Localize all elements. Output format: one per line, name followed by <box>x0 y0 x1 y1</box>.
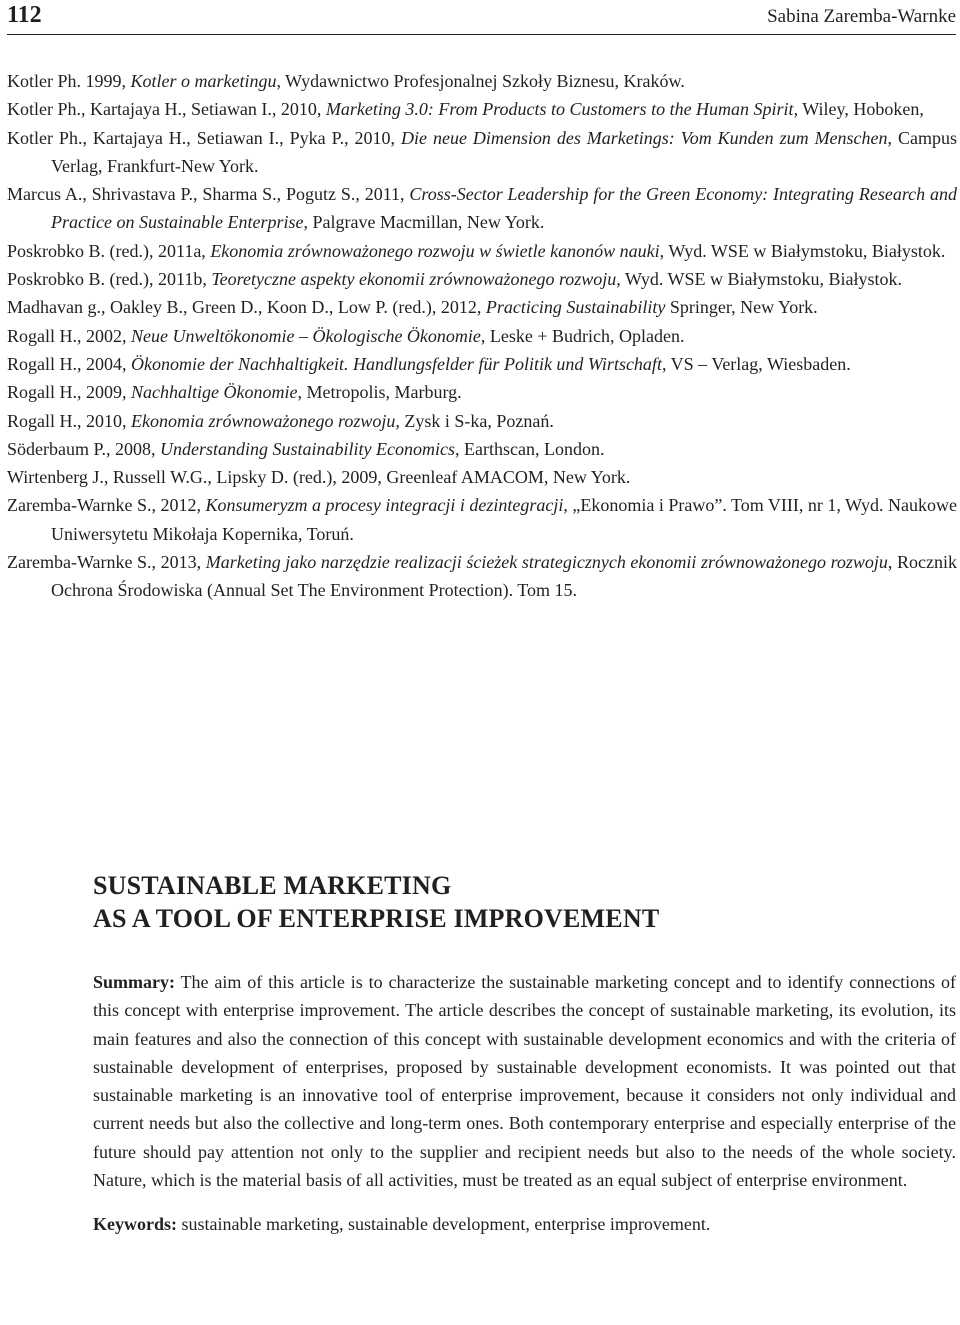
running-header-author: Sabina Zaremba-Warnke <box>767 6 956 27</box>
reference-after: , Zysk i S-ka, Poznań. <box>395 410 554 431</box>
reference-entry <box>7 463 957 491</box>
reference-entry <box>7 67 957 95</box>
reference-title: Kotler o marketingu <box>130 71 277 91</box>
reference-entry <box>7 293 957 321</box>
reference-title: Konsumeryzm a procesy integracji i dezintegracji <box>205 495 564 516</box>
reference-before: Kotler Ph. 1999, <box>7 71 131 91</box>
reference-title: Cross-Sector Leadership for the Green Economy: Integrating Research and Practice on Sustainable Enterprise <box>51 184 957 233</box>
reference-before: Rogall H., 2002, <box>7 325 131 346</box>
reference-entry <box>7 180 957 237</box>
reference-before: Kotler Ph., Kartajaya H., Setiawan I., 2010, <box>7 99 326 120</box>
reference-title: Ekonomia zrównoważonego rozwoju <box>131 410 396 431</box>
reference-entry <box>7 378 957 406</box>
reference-after: , Wyd. WSE w Białymstoku, Białystok. <box>659 240 946 261</box>
reference-after: , „Ekonomia i Prawo”. Tom VIII, nr 1, Wyd. Naukowe Uniwersytetu Mikołaja Kopernika, Toruń. <box>51 495 958 544</box>
reference-before: Zaremba-Warnke S., 2012, <box>7 495 206 516</box>
reference-entry <box>7 548 957 605</box>
summary-paragraph <box>93 968 956 1194</box>
summary-title-line-1: SUSTAINABLE MARKETING <box>93 871 452 900</box>
reference-entry <box>7 350 957 378</box>
summary-title <box>93 869 956 935</box>
reference-before: Zaremba-Warnke S., 2013, <box>7 552 206 573</box>
reference-entry <box>7 491 957 548</box>
keywords-body: sustainable marketing, sustainable development, enterprise improvement. <box>177 1214 711 1235</box>
reference-after: Springer, New York. <box>665 297 818 318</box>
reference-after: , Earthscan, London. <box>454 438 605 459</box>
reference-after: , Leske + Budrich, Opladen. <box>480 325 685 346</box>
reference-title: Ökonomie der Nachhaltigkeit. Handlungsfelder für Politik und Wirtschaft <box>131 353 662 374</box>
reference-before: Poskrobko B. (red.), 2011b, <box>7 269 212 290</box>
reference-before: Kotler Ph., Kartajaya H., Setiawan I., Pyka P., 2010, <box>7 127 402 148</box>
references-list <box>7 67 957 605</box>
reference-after: , Wiley, Hoboken, <box>793 99 924 120</box>
reference-title: Teoretyczne aspekty ekonomii zrównoważonego rozwoju <box>211 269 617 290</box>
reference-title: Marketing jako narzędzie realizacji ścieżek strategicznych ekonomii zrównoważonego rozwoju <box>205 552 888 573</box>
reference-title: Marketing 3.0: From Products to Customers to the Human Spirit <box>325 99 794 120</box>
reference-before: Poskrobko B. (red.), 2011a, <box>7 240 211 261</box>
reference-entry <box>7 435 957 463</box>
reference-entry <box>7 95 957 123</box>
reference-title: Understanding Sustainability Economics <box>160 438 455 459</box>
reference-entry <box>7 237 957 265</box>
keywords-paragraph <box>93 1210 956 1238</box>
reference-before: Rogall H., 2004, <box>7 353 131 374</box>
reference-entry <box>7 322 957 350</box>
reference-after: , VS – Verlag, Wiesbaden. <box>661 353 851 374</box>
reference-after: , Wyd. WSE w Białymstoku, Białystok. <box>616 269 903 290</box>
reference-before: Marcus A., Shrivastava P., Sharma S., Pogutz S., 2011, <box>7 184 410 205</box>
reference-title: Nachhaltige Ökonomie <box>131 382 298 403</box>
page-header <box>7 0 956 35</box>
reference-after: , Wydawnictwo Profesjonalnej Szkoły Biznesu, Kraków. <box>276 71 685 91</box>
reference-before: Rogall H., 2009, <box>7 382 131 403</box>
reference-after: , Palgrave Macmillan, New York. <box>303 212 545 233</box>
reference-after: , Rocznik Ochrona Środowiska (Annual Set The Environment Protection). Tom 15. <box>51 552 957 601</box>
reference-before: Madhavan g., Oakley B., Green D., Koon D., Low P. (red.), 2012, <box>7 297 486 318</box>
reference-title: Neue Unweltökonomie – Ökologische Ökonomie <box>131 325 481 346</box>
reference-before: Rogall H., 2010, <box>7 410 131 431</box>
reference-entry <box>7 265 957 293</box>
reference-before: Söderbaum P., 2008, <box>7 438 160 459</box>
page-number: 112 <box>7 2 42 28</box>
keywords-label: Keywords: <box>93 1214 177 1235</box>
reference-title: Ekonomia zrównoważonego rozwoju w świetle kanonów nauki <box>210 240 660 261</box>
summary-title-line-2: AS A TOOL OF ENTERPRISE IMPROVEMENT <box>93 904 660 933</box>
reference-title: Die neue Dimension des Marketings: Vom Kunden zum Menschen <box>401 127 888 148</box>
reference-title: Practicing Sustainability <box>485 297 666 318</box>
reference-after: , Campus Verlag, Frankfurt-New York. <box>51 127 958 176</box>
reference-after: , Metropolis, Marburg. <box>297 382 462 403</box>
english-summary <box>93 869 956 1238</box>
reference-entry <box>7 124 957 181</box>
summary-label: Summary: <box>93 972 175 992</box>
reference-entry <box>7 407 957 435</box>
reference-before: Wirtenberg J., Russell W.G., Lipsky D. (red.), 2009, Greenleaf AMACOM, New York. <box>7 467 631 488</box>
summary-body: The aim of this article is to characterize the sustainable marketing concept and to identify connections of this concept with enterprise improvement. The article describes the concept of sustainable marketing, its evolution, its main features and also the connection of this concept with sustainable development economics and with the criteria of sustainable development of enterprises, proposed by sustainable development economists. It was pointed out that sustainable marketing is an innovative tool of enterprise improvement, because it considers not only individual and current needs but also the collective and long-term ones. Both contemporary enterprise and especially enterprise of the future should pay attention not only to the supplier and recipient needs but also to the needs of the whole society. Nature, which is the material basis of all activities, must be treated as an equal subject of enterprise environment. <box>93 972 956 1191</box>
